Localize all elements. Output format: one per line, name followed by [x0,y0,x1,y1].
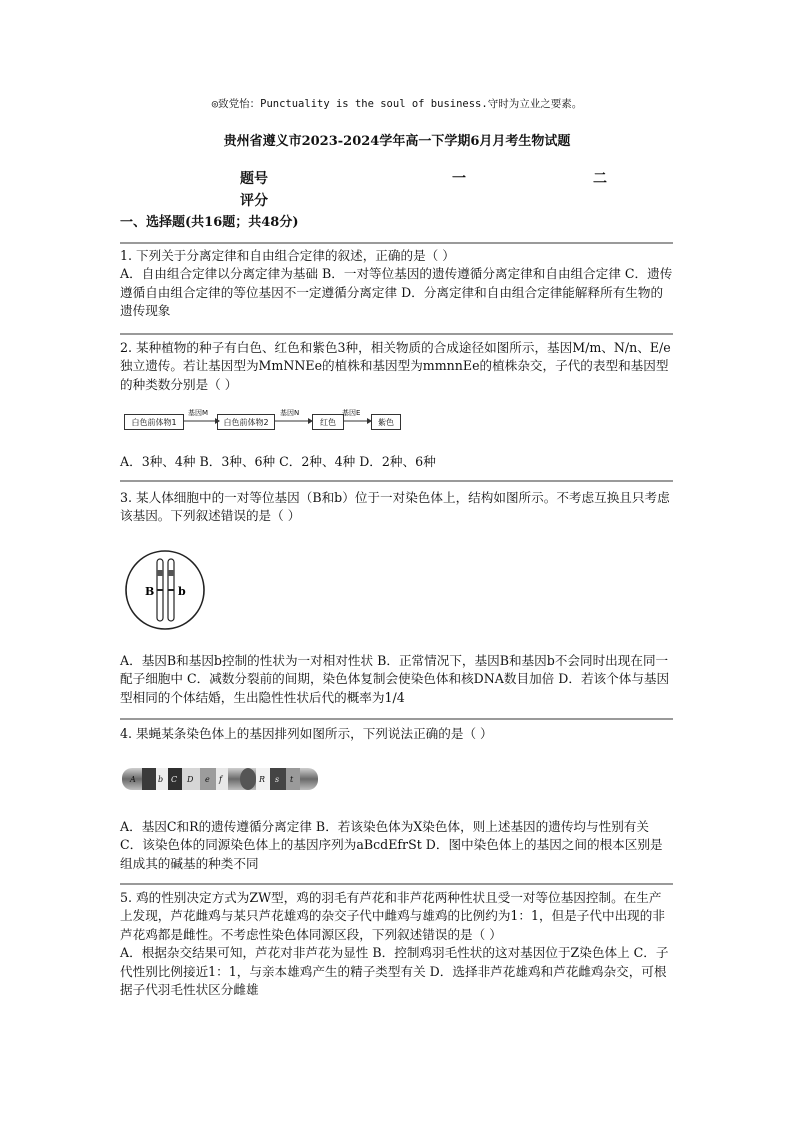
page-title: 贵州省遵义市2023-2024学年高一下学期6月月考生物试题 [223,134,571,149]
section-heading: 一、选择题(共16题；共48分) [120,215,299,230]
chromosome-figure [123,548,207,632]
fruitfly-chromosome-figure [120,762,320,796]
question-3-stem: 3. 某人体细胞中的一对等位基因（B和b）位于一对染色体上，结构如图所示。不考虑互换且只考虑该基因。下列叙述错误的是（ ） [120,490,670,524]
arrow-label: 基因M [188,409,209,417]
score-col-1: 一 [452,171,466,187]
pathway-arrows [120,408,410,436]
gene-label-b: b [178,585,186,598]
motto-line: ◎致党怡：Punctuality is the soul of business.守时为立业之要素。 [211,98,583,110]
gene-label: R [259,775,266,784]
question-5 [120,889,673,999]
question-1-options: A．自由组合定律以分离定律为基础 B．一对等位基因的遗传遵循分离定律和自由组合定律 C．遗传遵循自由组合定律的等位基因不一定遵循分离定律 D．分离定律和自由组合定律能解释所有生物的遗传现象 [120,266,673,319]
question-4 [120,725,673,743]
question-2-stem: 2. 某种植物的种子有白色、红色和紫色3种，相关物质的合成途径如图所示，基因M/m、N/n、E/e独立遗传。若让基因型为MmNNEe的植株和基因型为mmnnEe的植株杂交，子代的表型和基因型的种类数分别是（ ） [120,340,671,392]
question-4-options-wrap [120,818,673,873]
divider [120,883,673,885]
gene-label: b [158,775,164,784]
arrow-label: 基因E [342,409,361,417]
question-2 [120,339,673,394]
question-4-stem: 4. 果蝇某条染色体上的基因排列如图所示，下列说法正确的是（ ） [120,726,493,741]
question-4-options: A．基因C和R的遗传遵循分离定律 B．若该染色体为X染色体，则上述基因的遗传均与性别有关 C．该染色体的同源染色体上的基因序列为aBcdEfrSt D．图中染色体上的基因之间的根本区别是组成其的碱基的种类不同 [120,819,663,871]
divider [120,480,673,482]
question-3-options: A．基因B和基因b控制的性状为一对相对性状 B．正常情况下，基因B和基因b不会同时出现在同一配子细胞中 C．减数分裂前的间期，染色体复制会使染色体和核DNA数目加倍 D．若该个体与基因型相同的个体结婚，生出隐性性状后代的概率为1/4 [120,653,670,705]
question-2-options-wrap [120,453,673,471]
pathway-box: 白色前体物1 [124,414,184,430]
question-1-stem: 1. 下列关于分离定律和自由组合定律的叙述，正确的是（ ） [120,248,455,263]
question-5-options: A．根据杂交结果可知，芦花对非芦花为显性 B．控制鸡羽毛性状的这对基因位于Z染色体上 C．子代性别比例接近1：1，与亲本雄鸡产生的精子类型有关 D．选择非芦花雄鸡和芦花雌鸡杂交，可根据子代羽毛性状区分雌雄 [120,945,669,998]
question-5-stem: 5. 鸡的性别决定方式为ZW型，鸡的羽毛有芦花和非芦花两种性状且受一对等位基因控制。在生产上发现，芦花雌鸡与某只芦花雄鸡的杂交子代中雌鸡与雄鸡的比例约为1：1，但是子代中出现的非芦花鸡都是雌性。不考虑性染色体同源区段，下列叙述错误的是（ ） [120,890,665,942]
divider [120,718,673,720]
divider [120,333,673,335]
pathway-box: 紫色 [371,414,401,430]
pathway-box: 白色前体物2 [217,414,275,430]
arrow-label: 基因N [280,409,300,417]
gene-label: e [205,775,210,784]
question-3-options-wrap [120,652,673,707]
gene-label: D [187,775,194,784]
gene-label: s [275,775,280,784]
gene-label: C [171,775,178,784]
gene-label: t [290,775,294,784]
question-1 [120,247,673,321]
question-3 [120,489,673,526]
pathway-figure [120,408,410,436]
gene-label-B: B [145,585,155,598]
score-col-2: 二 [593,171,607,187]
gene-label: A [130,775,136,784]
score-row2-label: 评分 [240,193,268,209]
divider [120,242,673,244]
pathway-box: 红色 [312,414,344,430]
gene-label: f [219,775,222,784]
question-2-options: A．3种、4种 B．3种、6种 C．2种、4种 D．2种、6种 [120,454,436,469]
score-row-label: 题号 [240,171,268,187]
